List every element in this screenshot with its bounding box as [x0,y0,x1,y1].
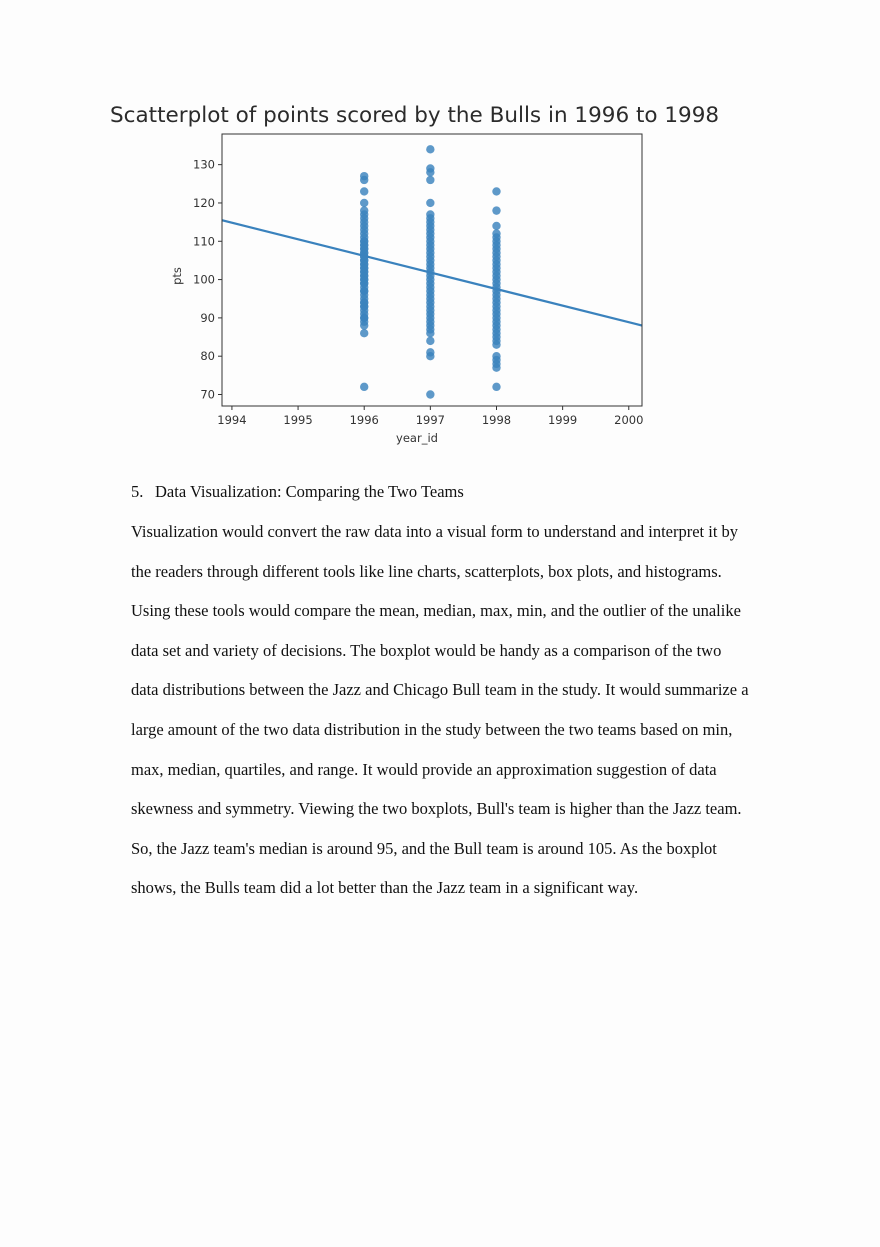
x-tick-label: 1996 [349,413,379,427]
data-point [426,145,434,153]
data-point [426,337,434,345]
paragraph-line: data set and variety of decisions. The boxplot would be handy as a comparison of the two [131,640,722,660]
y-tick-label: 110 [193,234,215,249]
data-point [360,329,368,337]
x-tick-label: 1998 [481,413,512,427]
data-point [492,352,500,360]
paragraph-line: shows, the Bulls team did a lot better than the Jazz team in a significant way. [131,878,639,898]
paragraph-line: large amount of the two data distribution in the study between the two teams based on min, [131,719,733,739]
data-point [360,199,368,207]
paragraph-line: data distributions between the Jazz and Chicago Bull team in the study. It would summarize a [131,680,749,700]
section-heading [131,482,464,502]
data-point [492,206,500,214]
paragraph-line: the readers through different tools like line charts, scatterplots, box plots, and histograms. [131,561,722,581]
x-tick-label: 1994 [217,413,247,427]
data-point [360,383,368,391]
section-number: 5. [131,482,144,501]
data-point [360,187,368,195]
section-title: Data Visualization: Comparing the Two Teams [155,482,464,501]
y-tick-label: 80 [200,349,215,364]
data-point [426,199,434,207]
data-point [492,229,500,237]
y-tick-label: 70 [200,387,215,402]
data-point [492,187,500,195]
body-paragraph [131,515,791,911]
x-axis-label: year_id [396,431,438,445]
paragraph-line: max, median, quartiles, and range. It would provide an approximation suggestion of data [131,759,717,779]
y-tick-label: 130 [193,157,215,172]
x-tick-label: 1995 [283,413,313,427]
y-tick-label: 90 [200,310,215,325]
chart-title: Scatterplot of points scored by the Bulls in 1996 to 1998 [110,103,720,128]
paragraph-line: Using these tools would compare the mean, median, max, min, and the outlier of the unalike [131,601,741,621]
data-point [360,206,368,214]
data-point [492,222,500,230]
data-point [426,390,434,398]
data-point [492,383,500,391]
x-tick-label: 1999 [547,413,578,427]
y-axis-label: pts [170,267,184,285]
x-tick-label: 1997 [415,413,445,427]
paragraph-line: Visualization would convert the raw data into a visual form to understand and interpret it by [131,522,739,541]
data-point [426,164,434,172]
paragraph-line: skewness and symmetry. Viewing the two boxplots, Bull's team is higher than the Jazz team. [131,799,742,819]
data-point [426,210,434,218]
paragraph-line: So, the Jazz team's median is around 95, and the Bull team is around 105. As the boxplot [131,838,717,858]
scatter-chart [160,130,660,460]
data-point [360,172,368,180]
data-point [426,348,434,356]
y-tick-label: 120 [193,195,215,210]
data-point [426,176,434,184]
x-tick-label: 2000 [614,413,644,427]
y-tick-label: 100 [193,272,215,287]
